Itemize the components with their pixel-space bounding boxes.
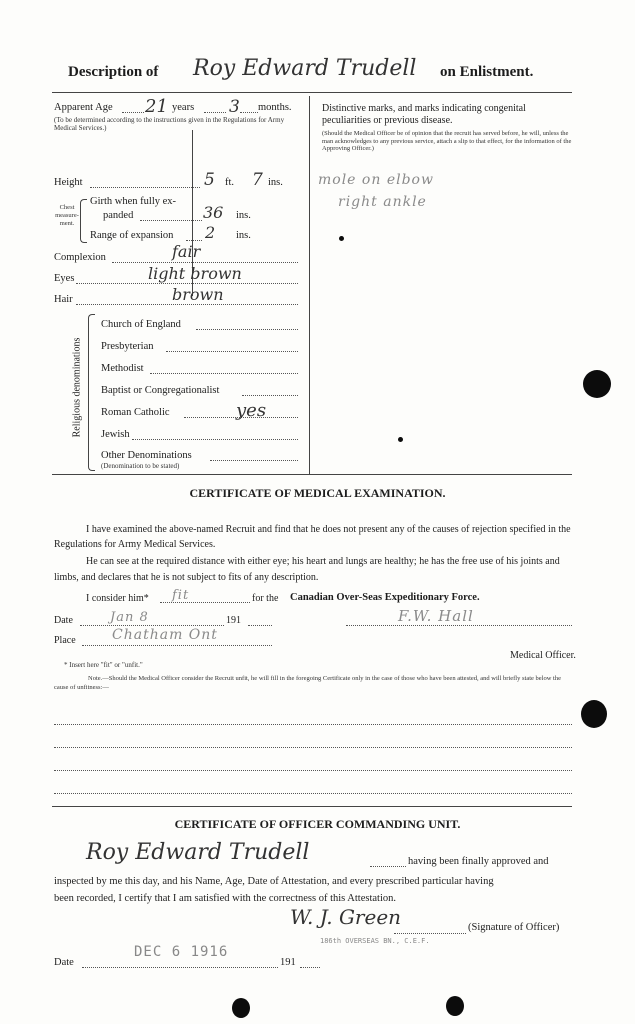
ft-label: ft. bbox=[225, 177, 235, 188]
months-label: months. bbox=[258, 102, 292, 113]
eyes-label: Eyes bbox=[54, 273, 75, 284]
signature-label: (Signature of Officer) bbox=[468, 922, 560, 933]
chest-brace bbox=[80, 199, 87, 243]
range-value: 2 bbox=[205, 223, 216, 242]
height-in: 7 bbox=[252, 170, 263, 190]
commanding-date-label: Date bbox=[54, 957, 74, 968]
cause-line bbox=[54, 747, 572, 748]
religion-label: Methodist bbox=[101, 363, 144, 374]
medical-para-2: He can see at the required distance with either eye; his heart and lungs are healthy; he has the free use of his joints and limbs, and declares that he is not subject to fits of any description. bbox=[54, 556, 560, 583]
complexion-value: fair bbox=[172, 242, 201, 261]
section-rule bbox=[52, 474, 572, 475]
header bbox=[68, 56, 568, 86]
girth-value: 36 bbox=[203, 203, 224, 222]
girth-unit: ins. bbox=[236, 210, 251, 221]
cause-line bbox=[54, 724, 572, 725]
chest-label: Chest measure-ment. bbox=[55, 204, 79, 227]
medical-officer-label: Medical Officer. bbox=[510, 650, 576, 661]
in-label: ins. bbox=[268, 177, 283, 188]
other-note: (Denomination to be stated) bbox=[101, 462, 180, 470]
officer-signature: W. J. Green bbox=[290, 905, 402, 929]
column-divider bbox=[309, 96, 310, 474]
header-prefix: Description of bbox=[68, 64, 159, 80]
religion-label: Church of England bbox=[101, 319, 181, 330]
age-months: 3 bbox=[229, 97, 240, 117]
religion-group-label: Religious denominations bbox=[71, 337, 83, 438]
cause-line bbox=[54, 793, 572, 794]
consider-value: fit bbox=[172, 588, 190, 603]
consider-pre: I consider him* bbox=[86, 593, 149, 604]
age-label: Apparent Age bbox=[54, 102, 113, 113]
commanding-line-3: been recorded, I certify that I am satisfied with the correctness of this Attestation. bbox=[54, 893, 397, 904]
commanding-line-1: having been finally approved and bbox=[408, 856, 549, 867]
marks-line-1: mole on elbow bbox=[318, 172, 434, 188]
insert-note: * Insert here "fit" or "unfit." bbox=[64, 661, 143, 669]
punch-hole bbox=[581, 700, 607, 728]
religion-value: yes bbox=[236, 400, 267, 421]
medical-signature: F.W. Hall bbox=[398, 607, 474, 625]
height-ft: 5 bbox=[204, 170, 215, 190]
commanding-line-2: inspected by me this day, and his Name, Age, Date of Attestation, and every prescribed particular having bbox=[54, 876, 494, 887]
commanding-recruit-name: Roy Edward Trudell bbox=[86, 840, 310, 865]
medical-note: Note.—Should the Medical Officer consider the Recruit unfit, he will fill in the foregoing Certificate only in the case of those who have been attested, and will briefly state below the cause of unfitness:— bbox=[54, 675, 561, 691]
distinctive-heading: Distinctive marks, and marks indicating congenital peculiarities or previous disease. bbox=[322, 103, 526, 126]
height-label: Height bbox=[54, 177, 83, 188]
ink-speck bbox=[339, 236, 344, 241]
commanding-year: 191 bbox=[280, 957, 296, 968]
medical-year: 191 bbox=[226, 615, 241, 626]
complexion-label: Complexion bbox=[54, 252, 106, 263]
header-suffix: on Enlistment. bbox=[440, 64, 534, 80]
cause-line bbox=[54, 770, 572, 771]
commanding-title: CERTIFICATE OF OFFICER COMMANDING UNIT. bbox=[174, 817, 461, 831]
medical-para-1: I have examined the above-named Recruit and find that he does not present any of the causes of rejection specified in the Regulations for Army Medical Services. bbox=[54, 524, 571, 550]
officer-stamp: 186th OVERSEAS BN., C.E.F. bbox=[320, 937, 430, 945]
age-years: 21 bbox=[145, 96, 168, 117]
religion-label: Presbyterian bbox=[101, 341, 154, 352]
marks-line-2: right ankle bbox=[338, 194, 427, 210]
hair-value: brown bbox=[172, 285, 224, 304]
place-value: Chatham Ont bbox=[112, 627, 218, 643]
ink-speck bbox=[398, 437, 403, 442]
medical-date-value: Jan 8 bbox=[110, 610, 149, 625]
top-rule bbox=[52, 92, 572, 93]
place-label: Place bbox=[54, 635, 76, 646]
medical-date-label: Date bbox=[54, 615, 73, 626]
date-stamp: DEC 6 1916 bbox=[134, 944, 229, 960]
punch-hole bbox=[446, 996, 464, 1016]
religion-brace bbox=[88, 314, 95, 471]
religion-label: Roman Catholic bbox=[101, 407, 170, 418]
age-note: (To be determined according to the instructions given in the Regulations for Army Medical Services.) bbox=[54, 116, 285, 132]
eyes-value: light brown bbox=[148, 264, 242, 283]
punch-hole bbox=[583, 370, 611, 398]
range-unit: ins. bbox=[236, 230, 251, 241]
hair-label: Hair bbox=[54, 294, 73, 305]
section-rule bbox=[52, 806, 572, 807]
girth-label-1: Girth when fully ex- bbox=[90, 196, 177, 207]
religion-label: Baptist or Congregationalist bbox=[101, 385, 220, 396]
religion-label: Jewish bbox=[101, 429, 130, 440]
distinctive-note: (Should the Medical Officer be of opinion that the recruit has served before, he will, unless the man acknowledges to any previous service, attach a slip to that effect, for the information of the Approving Officer.) bbox=[322, 130, 572, 152]
recruit-name: Roy Edward Trudell bbox=[193, 56, 417, 81]
force-name: Canadian Over-Seas Expeditionary Force. bbox=[290, 592, 480, 603]
religion-label: Other Denominations bbox=[101, 450, 192, 461]
years-label: years bbox=[172, 102, 195, 113]
punch-hole bbox=[232, 998, 250, 1018]
girth-label-2: panded bbox=[103, 210, 134, 221]
consider-post: for the bbox=[252, 593, 279, 604]
range-label: Range of expansion bbox=[90, 230, 174, 241]
medical-title: CERTIFICATE OF MEDICAL EXAMINATION. bbox=[189, 486, 446, 500]
